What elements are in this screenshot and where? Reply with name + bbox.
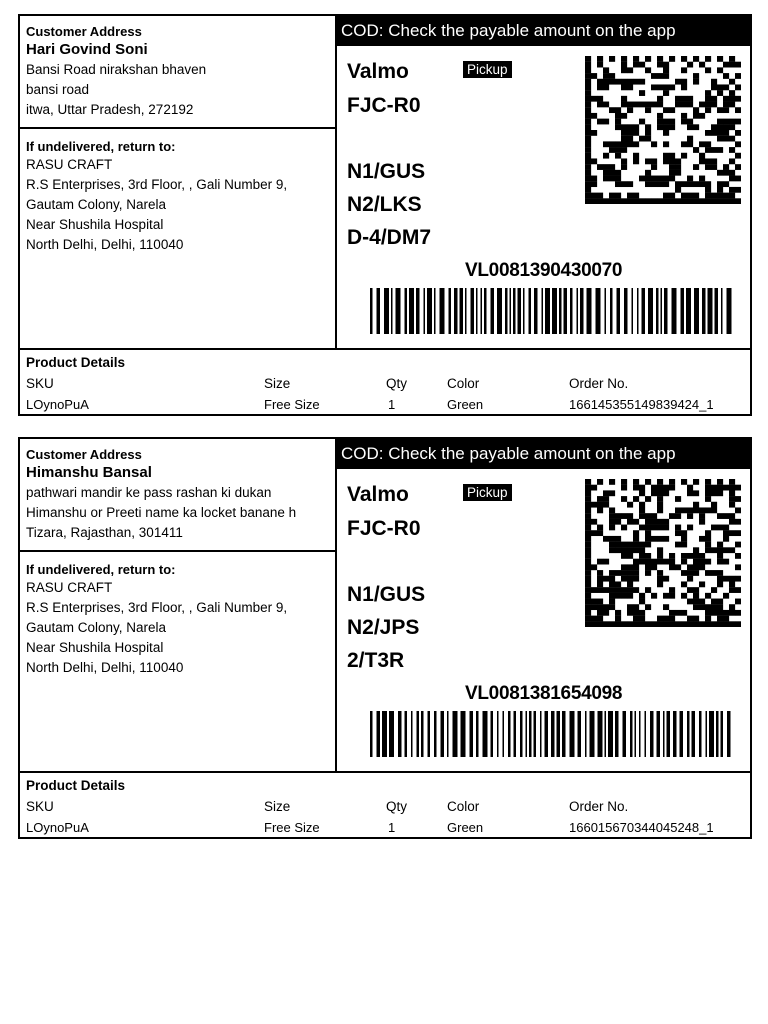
product-sku: LOynoPuA xyxy=(26,397,89,412)
barcode-icon xyxy=(370,711,736,757)
courier-name: Valmo xyxy=(347,60,409,83)
courier-name: Valmo xyxy=(347,483,409,506)
route-code: N2/LKS xyxy=(347,193,422,216)
route-code: 2/T3R xyxy=(347,649,405,672)
customer-address-heading: Customer Address xyxy=(26,24,142,39)
shipping-info-column xyxy=(337,439,750,771)
column-header-size: Size xyxy=(264,799,291,814)
column-header-order-no: Order No. xyxy=(569,799,629,814)
return-line: North Delhi, Delhi, 110040 xyxy=(26,237,184,252)
product-details-heading: Product Details xyxy=(26,778,126,793)
customer-address-block xyxy=(20,16,335,129)
product-details-table xyxy=(18,348,752,416)
return-line: R.S Enterprises, 3rd Floor, , Gali Number 9, xyxy=(26,177,288,192)
barcode-icon xyxy=(370,288,736,334)
label-top-section xyxy=(18,14,752,348)
pickup-badge: Pickup xyxy=(463,484,512,501)
pickup-badge: Pickup xyxy=(463,61,512,78)
customer-name: Himanshu Bansal xyxy=(26,464,152,481)
awb-number: VL0081390430070 xyxy=(465,260,623,281)
route-code: N2/JPS xyxy=(347,616,420,639)
product-order-no: 166145355149839424_1 xyxy=(569,397,714,412)
shipping-info-column xyxy=(337,16,750,348)
return-line: Gautam Colony, Narela xyxy=(26,197,167,212)
address-line: Bansi Road nirakshan bhaven xyxy=(26,62,207,77)
shipping-label xyxy=(18,14,752,416)
route-code: D-4/DM7 xyxy=(347,226,432,249)
column-header-sku: SKU xyxy=(26,376,54,391)
address-column xyxy=(20,16,337,348)
return-line: RASU CRAFT xyxy=(26,580,113,595)
column-header-color: Color xyxy=(447,799,480,814)
column-header-qty: Qty xyxy=(386,799,408,814)
customer-name: Hari Govind Soni xyxy=(26,41,148,58)
awb-number: VL0081381654098 xyxy=(465,683,623,704)
cod-banner: COD: Check the payable amount on the app xyxy=(337,16,750,46)
product-color: Green xyxy=(447,820,484,835)
column-header-qty: Qty xyxy=(386,376,408,391)
return-line: R.S Enterprises, 3rd Floor, , Gali Number 9, xyxy=(26,600,288,615)
column-header-sku: SKU xyxy=(26,799,54,814)
product-size: Free Size xyxy=(264,397,320,412)
route-code: FJC-R0 xyxy=(347,517,421,540)
product-qty: 1 xyxy=(388,820,396,835)
column-header-order-no: Order No. xyxy=(569,376,629,391)
column-header-size: Size xyxy=(264,376,291,391)
return-address-block xyxy=(20,554,335,686)
column-header-color: Color xyxy=(447,376,480,391)
product-sku: LOynoPuA xyxy=(26,820,89,835)
address-line: pathwari mandir ke pass rashan ki dukan xyxy=(26,485,272,500)
cod-banner: COD: Check the payable amount on the app xyxy=(337,439,750,469)
product-details-table xyxy=(18,771,752,839)
product-order-no: 166015670344045248_1 xyxy=(569,820,714,835)
route-code: N1/GUS xyxy=(347,583,426,606)
return-line: Gautam Colony, Narela xyxy=(26,620,167,635)
return-line: Near Shushila Hospital xyxy=(26,640,164,655)
datamatrix-code-icon xyxy=(585,479,741,627)
customer-address-block xyxy=(20,439,335,552)
product-size: Free Size xyxy=(264,820,320,835)
return-heading: If undelivered, return to: xyxy=(26,139,176,154)
address-line: Himanshu or Preeti name ka locket banane h xyxy=(26,505,297,520)
product-color: Green xyxy=(447,397,484,412)
route-code: FJC-R0 xyxy=(347,94,421,117)
route-code: N1/GUS xyxy=(347,160,426,183)
address-line: Tizara, Rajasthan, 301411 xyxy=(26,525,183,540)
product-details-heading: Product Details xyxy=(26,355,126,370)
customer-address-heading: Customer Address xyxy=(26,447,142,462)
return-heading: If undelivered, return to: xyxy=(26,562,176,577)
return-address-block xyxy=(20,131,335,263)
datamatrix-code-icon xyxy=(585,56,741,204)
address-line: itwa, Uttar Pradesh, 272192 xyxy=(26,102,194,117)
label-top-section xyxy=(18,437,752,771)
return-line: RASU CRAFT xyxy=(26,157,113,172)
address-column xyxy=(20,439,337,771)
shipping-label xyxy=(18,437,752,839)
return-line: North Delhi, Delhi, 110040 xyxy=(26,660,184,675)
return-line: Near Shushila Hospital xyxy=(26,217,164,232)
product-qty: 1 xyxy=(388,397,396,412)
address-line: bansi road xyxy=(26,82,90,97)
